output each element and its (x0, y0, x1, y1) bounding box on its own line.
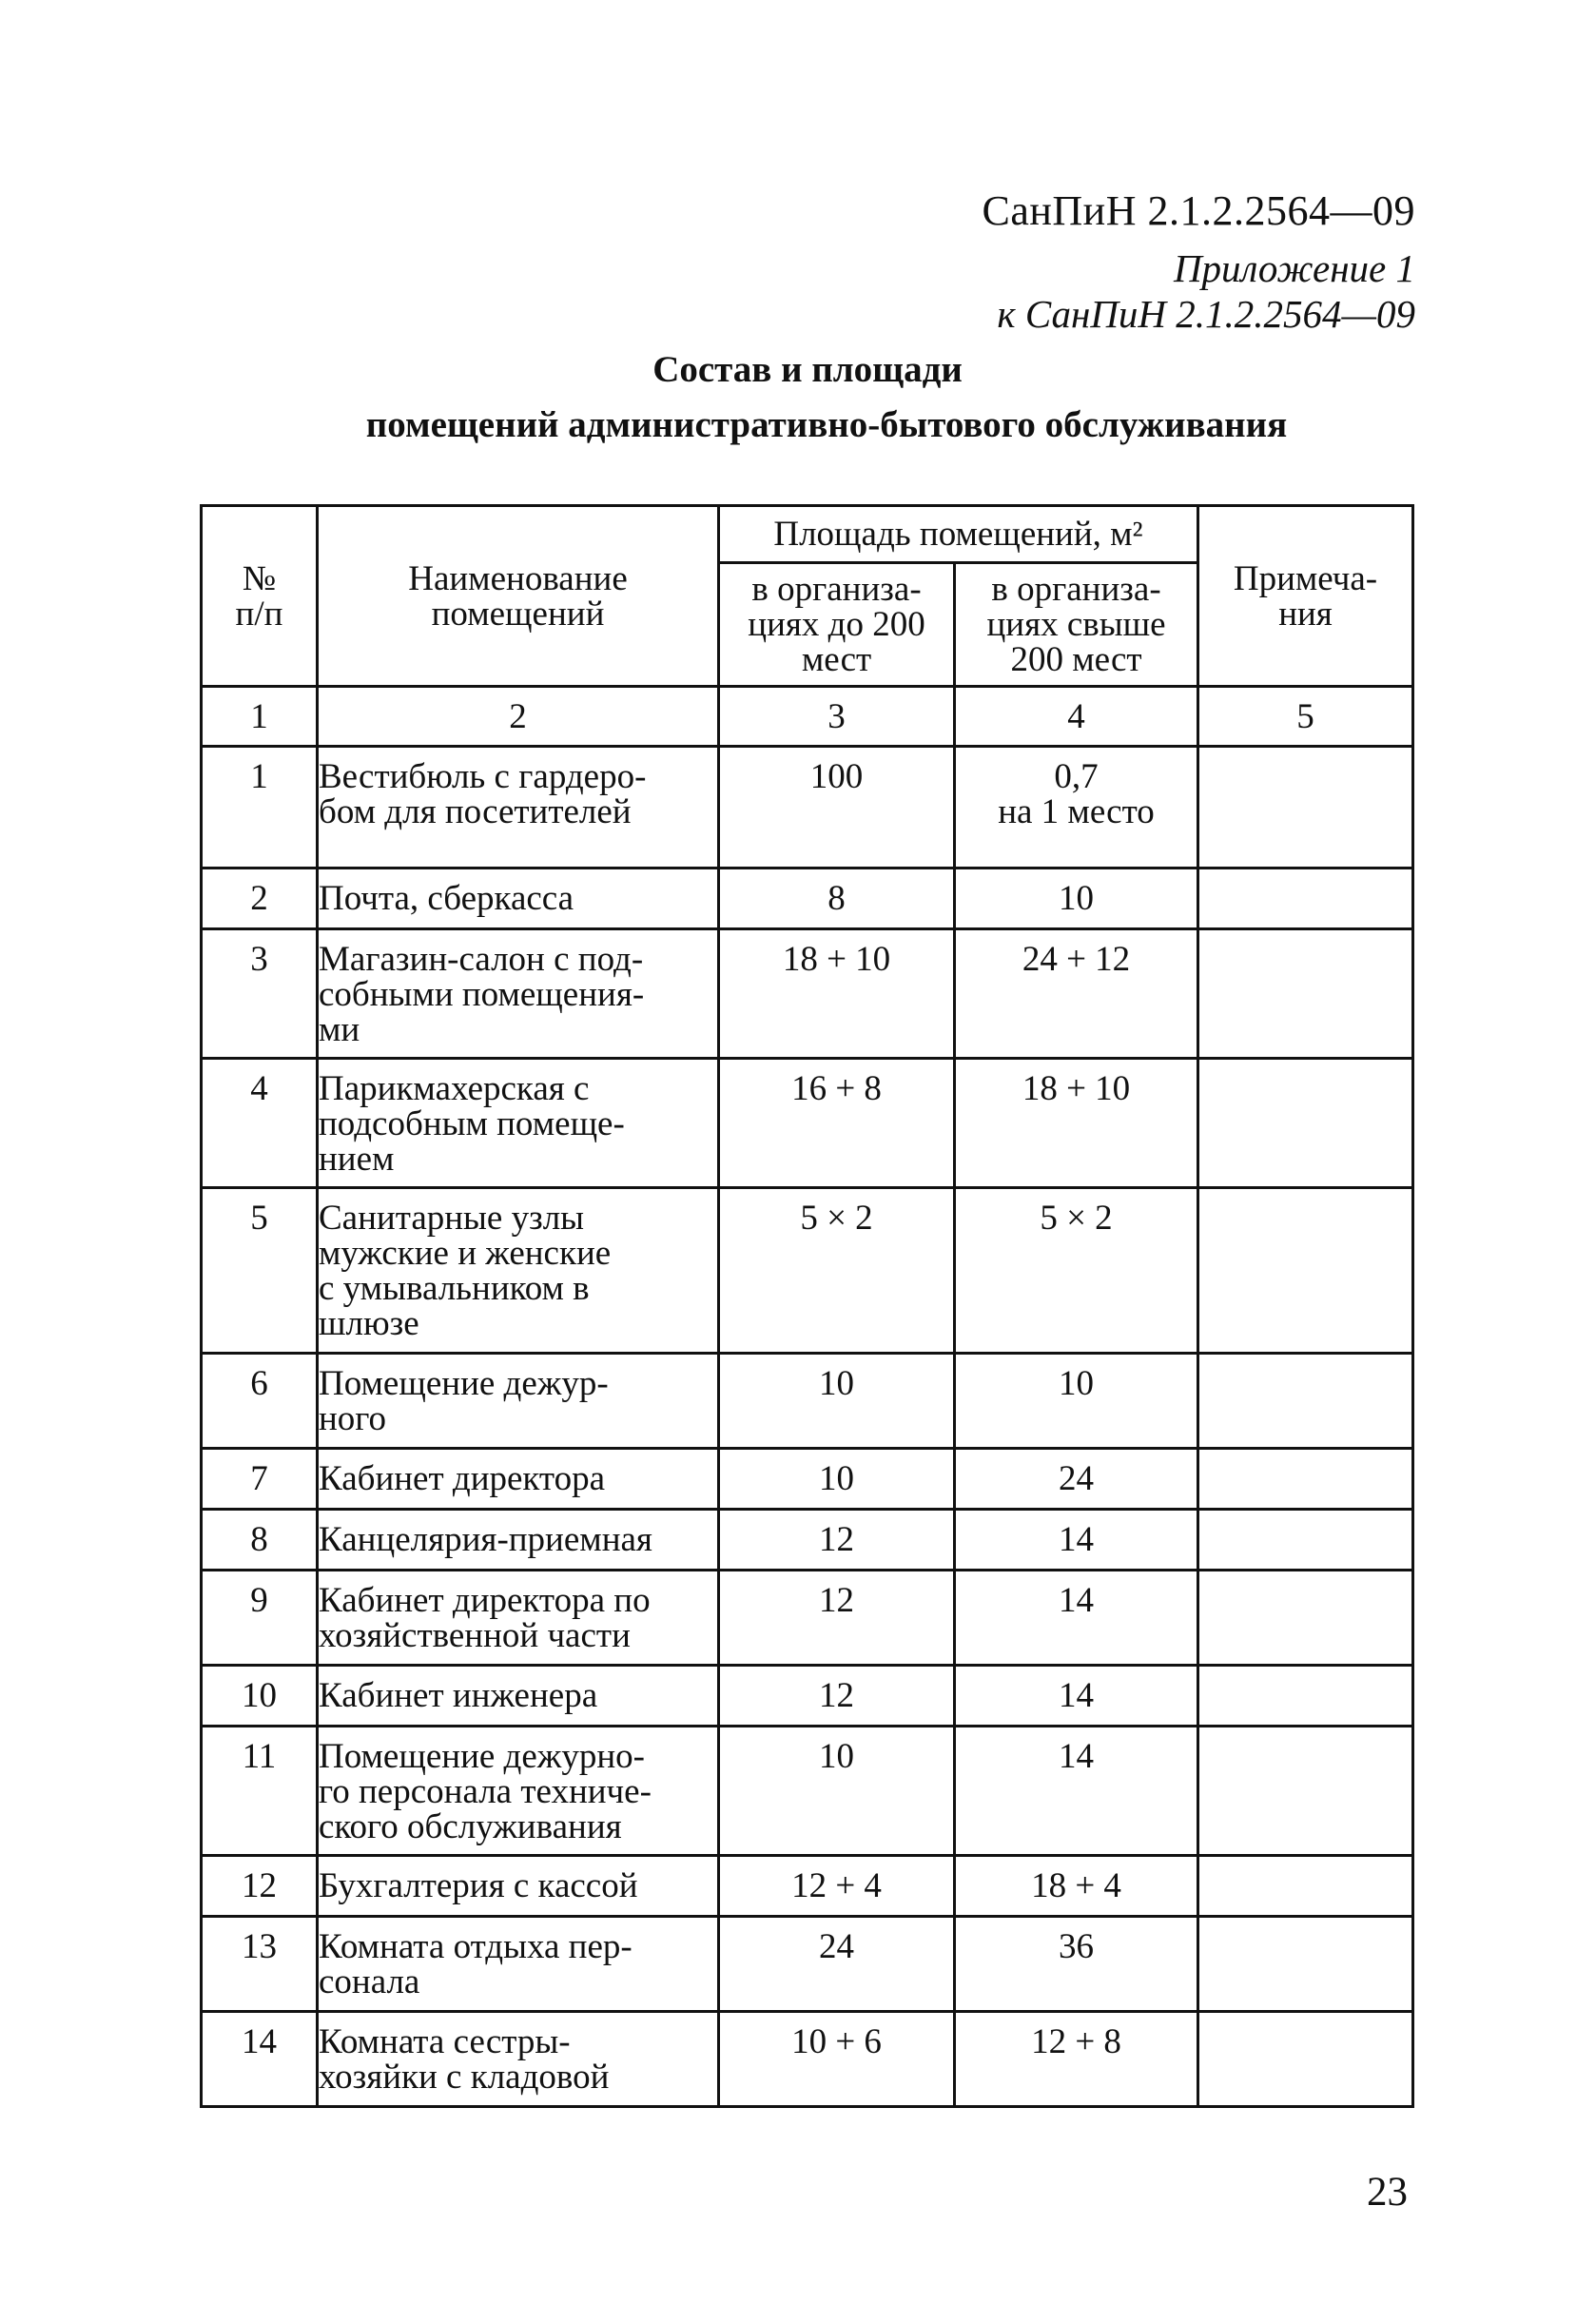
row-notes (1198, 1917, 1413, 2012)
row-notes (1198, 929, 1413, 1059)
table-row (202, 747, 1413, 869)
title-line-1: Состав и площади (652, 349, 963, 390)
row-notes (1198, 869, 1413, 929)
row-notes (1198, 1059, 1413, 1188)
document-code: СанПиН 2.1.2.2564—09 (982, 187, 1415, 234)
area-upto-200: 12 (719, 1666, 955, 1727)
header-notes: Примеча- ния (1198, 506, 1413, 687)
area-over-200: 10 (955, 869, 1198, 929)
table-row (202, 1059, 1413, 1188)
room-name: Кабинет директора (318, 1449, 719, 1510)
header-name: Наименование помещений (318, 506, 719, 687)
area-upto-200: 12 (719, 1510, 955, 1571)
area-over-200: 14 (955, 1510, 1198, 1571)
area-over-200: 18 + 10 (955, 1059, 1198, 1188)
area-upto-200: 18 + 10 (719, 929, 955, 1059)
column-number: 3 (719, 687, 955, 747)
row-notes (1198, 1354, 1413, 1449)
row-number: 12 (202, 1856, 318, 1917)
area-over-200: 12 + 8 (955, 2012, 1198, 2107)
area-over-200: 14 (955, 1666, 1198, 1727)
row-notes (1198, 1856, 1413, 1917)
header-number: № п/п (202, 506, 318, 687)
row-number: 10 (202, 1666, 318, 1727)
room-name: Парикмахерская с подсобным помеще- нием (318, 1059, 719, 1188)
row-number: 9 (202, 1571, 318, 1666)
row-number: 5 (202, 1188, 318, 1354)
table-row (202, 1510, 1413, 1571)
table-row (202, 1571, 1413, 1666)
area-upto-200: 12 + 4 (719, 1856, 955, 1917)
room-name: Помещение дежур- ного (318, 1354, 719, 1449)
header-area-over-200: в организа- циях свыше 200 мест (955, 563, 1198, 687)
row-notes (1198, 1727, 1413, 1856)
table-row (202, 1666, 1413, 1727)
room-name: Почта, сберкасса (318, 869, 719, 929)
row-notes (1198, 747, 1413, 869)
table-row (202, 1449, 1413, 1510)
room-name: Санитарные узлы мужские и женские с умывальником в шлюзе (318, 1188, 719, 1354)
area-over-200: 0,7 на 1 место (955, 747, 1198, 869)
column-number: 5 (1198, 687, 1413, 747)
header-area-upto-200: в организа- циях до 200 мест (719, 563, 955, 687)
room-name: Кабинет директора по хозяйственной части (318, 1571, 719, 1666)
row-number: 7 (202, 1449, 318, 1510)
table-row (202, 1917, 1413, 2012)
area-over-200: 5 × 2 (955, 1188, 1198, 1354)
table-row (202, 1727, 1413, 1856)
area-upto-200: 10 (719, 1449, 955, 1510)
area-upto-200: 100 (719, 747, 955, 869)
area-upto-200: 10 (719, 1354, 955, 1449)
area-over-200: 10 (955, 1354, 1198, 1449)
table-row (202, 929, 1413, 1059)
column-number-row (202, 687, 1413, 747)
row-number: 8 (202, 1510, 318, 1571)
page-title (0, 342, 1596, 453)
header-area-group: Площадь помещений, м² (719, 506, 1198, 563)
row-number: 1 (202, 747, 318, 869)
column-number: 2 (318, 687, 719, 747)
row-number: 3 (202, 929, 318, 1059)
room-name: Магазин-салон с под- собными помещения- ми (318, 929, 719, 1059)
table-row (202, 869, 1413, 929)
row-number: 14 (202, 2012, 318, 2107)
room-name: Канцелярия-приемная (318, 1510, 719, 1571)
column-number: 4 (955, 687, 1198, 747)
area-over-200: 36 (955, 1917, 1198, 2012)
appendix-line-2: к СанПиН 2.1.2.2564—09 (997, 292, 1415, 336)
area-upto-200: 16 + 8 (719, 1059, 955, 1188)
row-number: 11 (202, 1727, 318, 1856)
room-name: Помещение дежурно- го персонала техниче- ского обслуживания (318, 1727, 719, 1856)
table-row (202, 1188, 1413, 1354)
table-row (202, 1856, 1413, 1917)
column-number: 1 (202, 687, 318, 747)
page-number: 23 (1367, 2170, 1408, 2215)
table-row (202, 1354, 1413, 1449)
appendix-line-1: Приложение 1 (1173, 246, 1415, 290)
row-number: 6 (202, 1354, 318, 1449)
title-line-2: помещений административно-бытового обслуживания (365, 404, 1288, 445)
row-number: 2 (202, 869, 318, 929)
table-header (202, 506, 1413, 747)
row-number: 13 (202, 1917, 318, 2012)
table-body (202, 747, 1413, 2107)
premises-table (200, 504, 1414, 2108)
row-number: 4 (202, 1059, 318, 1188)
area-upto-200: 12 (719, 1571, 955, 1666)
area-upto-200: 24 (719, 1917, 955, 2012)
row-notes (1198, 2012, 1413, 2107)
room-name: Кабинет инженера (318, 1666, 719, 1727)
area-upto-200: 5 × 2 (719, 1188, 955, 1354)
room-name: Комната сестры- хозяйки с кладовой (318, 2012, 719, 2107)
row-notes (1198, 1510, 1413, 1571)
row-notes (1198, 1571, 1413, 1666)
room-name: Комната отдыха пер- сонала (318, 1917, 719, 2012)
area-over-200: 18 + 4 (955, 1856, 1198, 1917)
room-name: Бухгалтерия с кассой (318, 1856, 719, 1917)
area-over-200: 24 (955, 1449, 1198, 1510)
row-notes (1198, 1449, 1413, 1510)
room-name: Вестибюль с гардеро- бом для посетителей (318, 747, 719, 869)
area-over-200: 14 (955, 1571, 1198, 1666)
appendix-reference (997, 245, 1415, 337)
area-over-200: 24 + 12 (955, 929, 1198, 1059)
row-notes (1198, 1188, 1413, 1354)
area-upto-200: 10 (719, 1727, 955, 1856)
area-over-200: 14 (955, 1727, 1198, 1856)
area-upto-200: 8 (719, 869, 955, 929)
table-row (202, 2012, 1413, 2107)
area-upto-200: 10 + 6 (719, 2012, 955, 2107)
row-notes (1198, 1666, 1413, 1727)
